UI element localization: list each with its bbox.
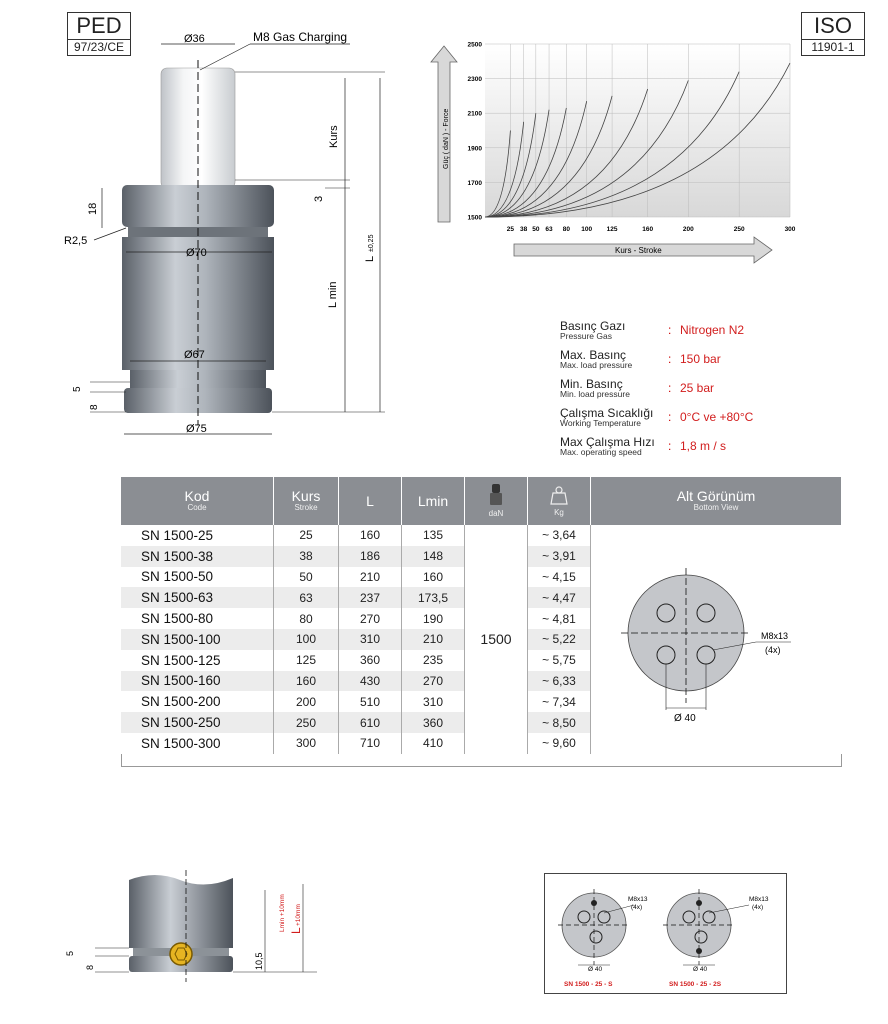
cell-l: 186 [339, 546, 402, 567]
spec-value: 25 bar [680, 381, 715, 395]
cell-weight: ~ 9,60 [528, 733, 591, 754]
cell-kurs: 100 [274, 629, 339, 650]
header-lmin-label: Lmin [417, 493, 449, 509]
lower-l: L [289, 927, 303, 934]
cell-lmin: 160 [402, 567, 465, 588]
cell-kurs: 63 [274, 587, 339, 608]
lower-dim-10-5: 10,5 [254, 952, 264, 970]
header-l-label: L [366, 493, 374, 509]
header-bottom-view-label: Alt Görünüm [676, 488, 756, 504]
cell-lmin: 148 [402, 546, 465, 567]
x-tick-label: 200 [682, 226, 694, 233]
header-force-unit: daN [488, 508, 504, 518]
spec-label-tr: Max Çalışma Hızı [560, 435, 655, 449]
variant-s-pcd: Ø 40 [588, 966, 603, 973]
dim-18: 18 [87, 202, 99, 215]
spec-row [560, 407, 880, 436]
dim-d67: Ø67 [184, 349, 205, 361]
variant-2s-pcd: Ø 40 [693, 966, 708, 973]
cell-code: SN 1500-63 [121, 587, 274, 608]
header-stroke [274, 477, 339, 525]
dim-l: L [364, 255, 376, 262]
y-tick-label: 1500 [467, 214, 482, 222]
ped-directive: 97/23/CE [73, 40, 125, 54]
cell-force: 1500 [465, 525, 528, 754]
x-tick-label: 25 [506, 226, 515, 233]
x-tick-label: 63 [545, 226, 553, 233]
dim-l-tol: ±0,25 [368, 234, 375, 252]
header-l [339, 477, 402, 525]
header-code-label: Kod [184, 488, 210, 504]
gas-leader [200, 44, 250, 70]
weight-icon [550, 485, 568, 505]
cell-kurs: 300 [274, 733, 339, 754]
dim-r25: R2,5 [64, 235, 88, 247]
lower-mount-drawing [55, 870, 325, 990]
spec-label-tr: Basınç Gazı [560, 319, 626, 333]
x-tick-label: 250 [733, 226, 745, 233]
spec-row [560, 378, 880, 407]
spec-row [560, 320, 880, 349]
header-bottom-view-sub: Bottom View [693, 503, 739, 512]
chart-plot-area [485, 44, 790, 217]
x-tick-label: 38 [520, 226, 528, 233]
cell-l: 360 [339, 650, 402, 671]
cell-l: 610 [339, 712, 402, 733]
spec-label-en: Min. load pressure [560, 389, 630, 399]
lower-dim-8: 8 [85, 964, 95, 970]
cell-weight: ~ 5,75 [528, 650, 591, 671]
cell-kurs: 25 [274, 525, 339, 546]
variant-2s-code: SN 1500 - 25 - 2S [669, 981, 722, 988]
dim-r25-leader [94, 228, 126, 240]
lower-l-tol: +10mm [295, 904, 302, 926]
cell-kurs: 200 [274, 691, 339, 712]
cell-lmin: 270 [402, 671, 465, 692]
spec-value: Nitrogen N2 [680, 323, 745, 337]
spec-label-en: Working Temperature [560, 418, 641, 428]
product-table [121, 477, 842, 754]
cell-weight: ~ 4,81 [528, 608, 591, 629]
cell-weight: ~ 8,50 [528, 712, 591, 733]
header-stroke-label: Kurs [291, 488, 321, 504]
specs-panel [560, 320, 880, 465]
cell-code: SN 1500-25 [121, 525, 274, 546]
cell-lmin: 135 [402, 525, 465, 546]
cell-lmin: 360 [402, 712, 465, 733]
spec-value: 150 bar [680, 352, 721, 366]
x-tick-label: 100 [581, 226, 593, 233]
cell-kurs: 125 [274, 650, 339, 671]
header-weight-unit: Kg [554, 507, 564, 517]
cell-code: SN 1500-250 [121, 712, 274, 733]
cell-lmin: 235 [402, 650, 465, 671]
bottom-view-drawing [591, 538, 841, 738]
y-tick-label: 1900 [467, 145, 482, 153]
cell-lmin: 173,5 [402, 587, 465, 608]
table-header-row [121, 477, 842, 525]
dim-gas: M8 Gas Charging [253, 30, 348, 44]
cell-l: 430 [339, 671, 402, 692]
cell-weight: ~ 4,47 [528, 587, 591, 608]
cell-lmin: 310 [402, 691, 465, 712]
cell-code: SN 1500-125 [121, 650, 274, 671]
spec-value: 0°C ve +80°C [680, 410, 754, 424]
dim-d36: Ø36 [184, 33, 205, 45]
lower-dim-5: 5 [65, 950, 75, 956]
variant-s-count: (4x) [631, 904, 643, 911]
header-code-sub: Code [187, 503, 207, 512]
variant-2s [663, 889, 769, 988]
variant-s [558, 889, 648, 988]
bottom-variants [544, 873, 787, 994]
cell-code: SN 1500-300 [121, 733, 274, 754]
spec-colon: : [668, 352, 672, 366]
iso-badge [801, 12, 865, 56]
spec-label-en: Max. operating speed [560, 447, 642, 457]
force-icon [489, 484, 503, 506]
cylinder-drawing [50, 30, 410, 450]
ped-label: PED [68, 13, 130, 40]
spec-value: 1,8 m / s [680, 439, 727, 453]
cell-weight: ~ 6,33 [528, 671, 591, 692]
y-axis-label: Güç ( daN ) - Force [443, 108, 450, 169]
cell-kurs: 160 [274, 671, 339, 692]
dim-d75: Ø75 [186, 423, 207, 435]
cell-weight: ~ 4,15 [528, 567, 591, 588]
x-tick-label: 160 [642, 226, 654, 233]
fill-valve-icon [170, 943, 192, 965]
y-tick-label: 1700 [467, 179, 482, 187]
cell-kurs: 250 [274, 712, 339, 733]
iso-standard: 11901-1 [811, 40, 855, 54]
header-force [465, 477, 528, 525]
iso-label: ISO [802, 13, 864, 40]
chart-x-ticks [507, 226, 796, 233]
variant-s-code: SN 1500 - 25 - S [564, 981, 613, 988]
cell-code: SN 1500-50 [121, 567, 274, 588]
spec-label-en: Max. load pressure [560, 360, 633, 370]
cell-code: SN 1500-80 [121, 608, 274, 629]
cell-l: 710 [339, 733, 402, 754]
cell-l: 160 [339, 525, 402, 546]
lower-lmin-tol: Lmin +10mm [279, 894, 286, 932]
spec-label-tr: Çalışma Sıcaklığı [560, 406, 654, 420]
x-tick-label: 125 [606, 226, 618, 233]
cell-kurs: 38 [274, 546, 339, 567]
spec-row [560, 349, 880, 378]
spec-colon: : [668, 381, 672, 395]
cell-code: SN 1500-100 [121, 629, 274, 650]
bottom-pcd: Ø 40 [674, 712, 696, 724]
cell-l: 270 [339, 608, 402, 629]
cell-code: SN 1500-160 [121, 671, 274, 692]
cell-code: SN 1500-200 [121, 691, 274, 712]
cell-l: 210 [339, 567, 402, 588]
spec-row [560, 436, 880, 465]
dim-d70: Ø70 [186, 247, 207, 259]
cell-weight: ~ 5,22 [528, 629, 591, 650]
y-tick-label: 2300 [467, 76, 482, 84]
spec-label-tr: Max. Basınç [560, 348, 627, 362]
bottom-view-cell [591, 525, 842, 754]
cell-lmin: 410 [402, 733, 465, 754]
header-code [121, 477, 274, 525]
cell-kurs: 80 [274, 608, 339, 629]
lower-body [129, 875, 233, 948]
y-tick-label: 2100 [467, 110, 482, 118]
dim-3: 3 [313, 195, 325, 202]
x-tick-label: 80 [562, 226, 570, 233]
bottom-thread: M8x13 [761, 630, 789, 641]
force-stroke-chart [430, 34, 810, 270]
cell-weight: ~ 3,91 [528, 546, 591, 567]
dim-8: 8 [89, 404, 100, 410]
x-tick-label: 50 [532, 226, 540, 233]
header-lmin [402, 477, 465, 525]
bottom-count: (4x) [765, 644, 781, 655]
cell-l: 310 [339, 629, 402, 650]
variant-s-thread: M8x13 [628, 896, 648, 903]
cell-code: SN 1500-38 [121, 546, 274, 567]
header-bottom-view [591, 477, 842, 525]
x-axis-label: Kurs - Stroke [615, 246, 662, 255]
spec-label-tr: Min. Basınç [560, 377, 623, 391]
cell-l: 510 [339, 691, 402, 712]
cell-weight: ~ 7,34 [528, 691, 591, 712]
spec-label-en: Pressure Gas [560, 331, 612, 341]
spec-colon: : [668, 439, 672, 453]
spec-colon: : [668, 323, 672, 337]
variant-2s-count: (4x) [752, 904, 764, 911]
cell-lmin: 210 [402, 629, 465, 650]
x-tick-label: 300 [784, 226, 796, 233]
dim-kurs: Kurs [328, 125, 340, 148]
header-weight [528, 477, 591, 525]
table-row [121, 525, 842, 546]
cell-kurs: 50 [274, 567, 339, 588]
chart-y-ticks [468, 42, 483, 222]
cell-weight: ~ 3,64 [528, 525, 591, 546]
dim-5: 5 [72, 386, 83, 392]
y-tick-label: 2500 [467, 41, 482, 49]
variant-2s-thread: M8x13 [749, 896, 769, 903]
header-stroke-sub: Stroke [294, 503, 318, 512]
cell-lmin: 190 [402, 608, 465, 629]
cell-l: 237 [339, 587, 402, 608]
spec-colon: : [668, 410, 672, 424]
dim-lmin: L min [327, 281, 339, 308]
